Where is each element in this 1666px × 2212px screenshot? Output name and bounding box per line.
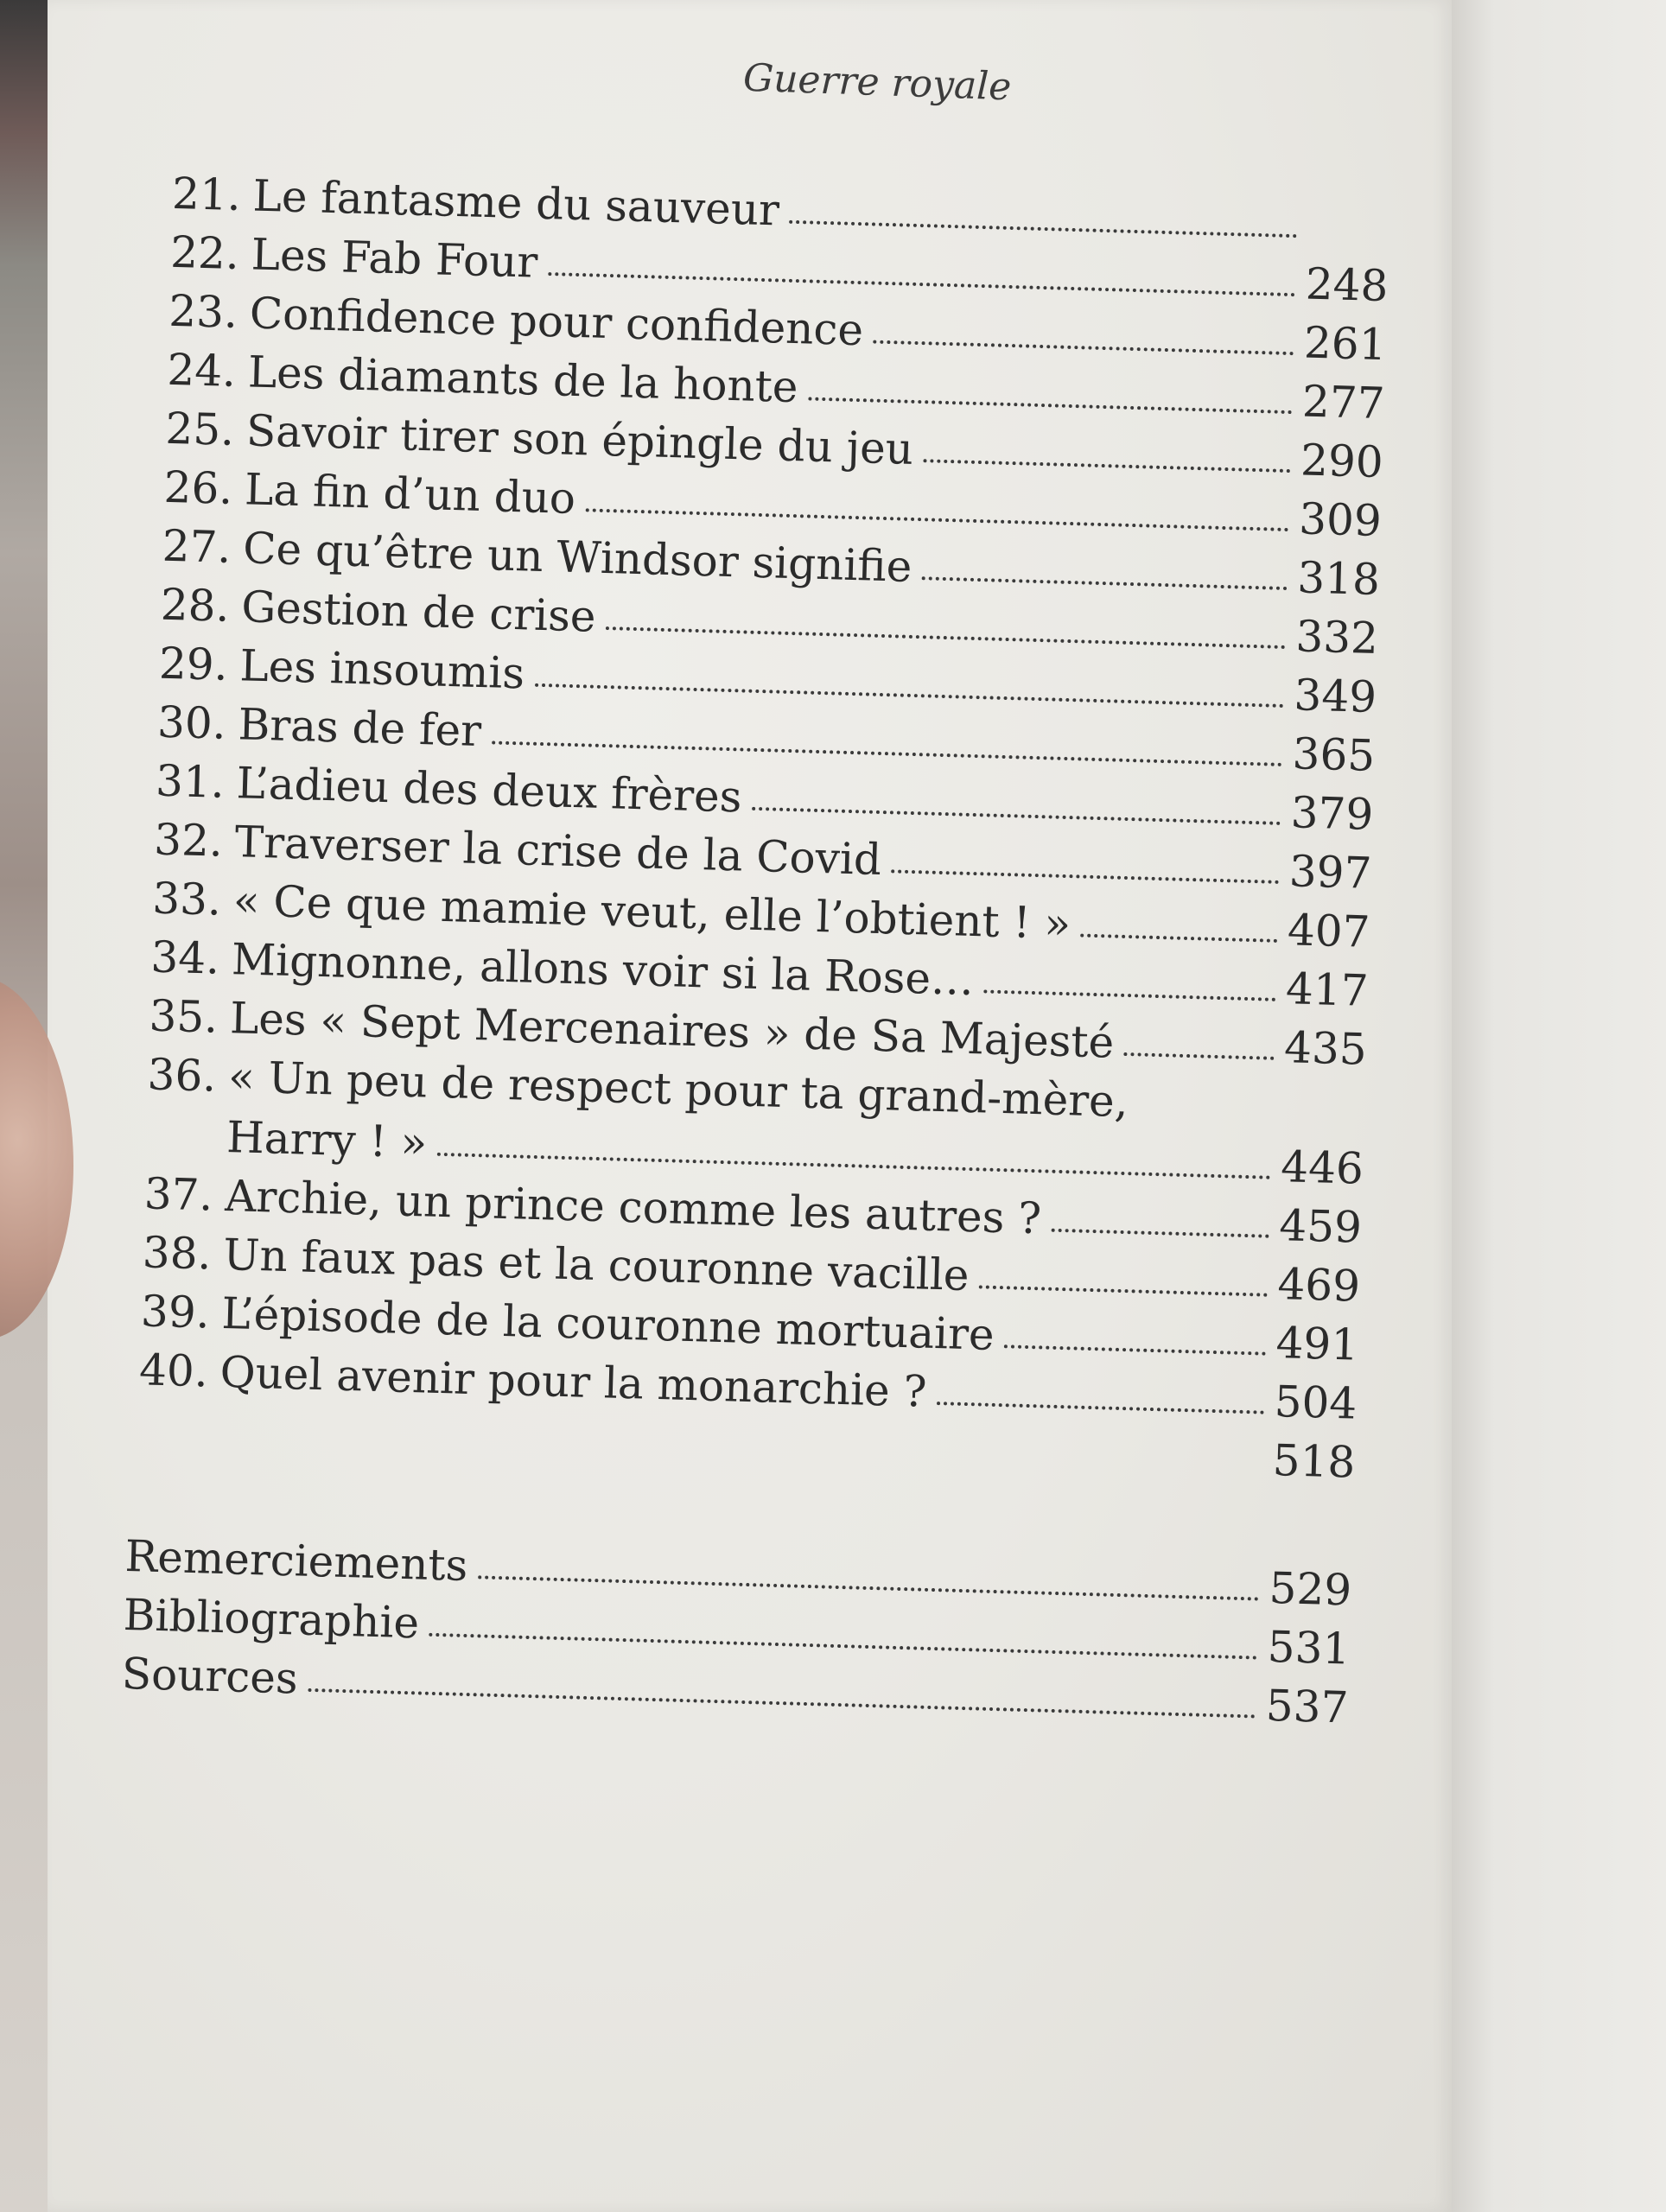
page-number: 529 xyxy=(1268,1562,1352,1616)
dot-leader xyxy=(984,989,1275,1001)
chapter-title: Le fantasme du sauveur xyxy=(251,170,780,236)
dot-leader xyxy=(1052,1229,1269,1238)
page-number: 504 xyxy=(1273,1376,1358,1429)
chapter-title-continued: Harry ! » xyxy=(226,1112,428,1168)
chapter-number: 29. xyxy=(158,638,229,690)
page-number: 518 xyxy=(1272,1434,1357,1488)
chapter-title: Gestion de crise xyxy=(240,582,597,642)
dot-leader xyxy=(924,459,1290,473)
chapter-number: 33. xyxy=(151,873,222,925)
page-number: 397 xyxy=(1288,846,1373,899)
dot-leader xyxy=(1124,1052,1274,1060)
dot-leader xyxy=(1081,934,1277,943)
chapter-number: 40. xyxy=(138,1344,209,1397)
chapter-title: Bras de fer xyxy=(237,699,482,757)
chapter-title: Confidence pour confidence xyxy=(249,288,864,356)
chapter-title: Traverser la crise de la Covid xyxy=(234,817,882,886)
page-number: 318 xyxy=(1296,552,1381,606)
chapter-number: 21. xyxy=(171,168,242,221)
chapter-title: La fin d’un duo xyxy=(244,464,576,524)
dot-leader xyxy=(979,1285,1267,1296)
chapter-number: 38. xyxy=(142,1227,213,1280)
chapter-title: Un faux pas et la couronne vacille xyxy=(222,1229,970,1301)
chapter-number: 26. xyxy=(162,461,234,514)
page-number: 309 xyxy=(1298,493,1383,547)
chapter-title: « Un peu de respect pour ta grand-mère, xyxy=(227,1052,1129,1128)
page-number: 365 xyxy=(1291,728,1376,781)
page-number: 379 xyxy=(1290,787,1375,840)
page-number: 435 xyxy=(1283,1022,1368,1075)
page-number: 459 xyxy=(1278,1200,1363,1253)
page-number: 469 xyxy=(1276,1259,1361,1312)
chapter-title: Archie, un prince comme les autres ? xyxy=(224,1171,1042,1244)
running-header: Guerre royale xyxy=(742,55,1013,110)
page-number: 417 xyxy=(1285,963,1370,1016)
chapter-number: 35. xyxy=(148,990,219,1043)
page-number: 349 xyxy=(1293,670,1377,722)
facing-page-edge xyxy=(1452,0,1666,2212)
dot-leader xyxy=(1004,1344,1265,1355)
dot-leader xyxy=(937,1402,1263,1414)
chapter-title: Savoir tirer son épingle du jeu xyxy=(245,405,914,474)
page-number: 531 xyxy=(1267,1621,1351,1675)
dot-leader xyxy=(874,340,1294,356)
back-matter-title: Sources xyxy=(121,1648,299,1704)
page-number: 261 xyxy=(1303,317,1388,371)
dot-leader xyxy=(892,869,1279,884)
chapter-number: 22. xyxy=(169,226,240,280)
page-number: 407 xyxy=(1287,905,1371,957)
chapter-number: 27. xyxy=(162,520,232,573)
page-number: 491 xyxy=(1275,1318,1359,1370)
chapter-title: Les diamants de la honte xyxy=(247,346,799,413)
chapter-title: Quel avenir pour la monarchie ? xyxy=(219,1346,928,1417)
page-number: 248 xyxy=(1305,258,1389,312)
page-number: 277 xyxy=(1301,376,1386,429)
back-matter-title: Remerciements xyxy=(124,1530,469,1591)
chapter-title: « Ce que mamie veut, elle l’obtient ! » xyxy=(232,875,1071,950)
chapter-title: Les insoumis xyxy=(238,640,525,699)
chapter-title: Les Fab Four xyxy=(251,229,539,288)
chapter-number: 39. xyxy=(140,1286,211,1338)
chapter-number: 23. xyxy=(168,285,238,338)
chapter-number: 30. xyxy=(156,696,227,749)
chapter-title: Mignonne, allons voir si la Rose… xyxy=(231,934,975,1006)
chapter-title: Les « Sept Mercenaires » de Sa Majesté xyxy=(229,993,1115,1068)
back-matter-title: Bibliographie xyxy=(123,1589,420,1649)
page-number: 537 xyxy=(1265,1680,1350,1733)
chapter-number: 25. xyxy=(164,403,235,455)
chapter-number: 31. xyxy=(155,755,226,808)
page-number: 332 xyxy=(1294,611,1379,664)
chapter-title: Ce qu’être un Windsor signifie xyxy=(242,523,913,592)
table-of-contents xyxy=(104,156,1390,1733)
chapter-number: 24. xyxy=(166,344,237,397)
page-number: 446 xyxy=(1280,1141,1364,1194)
dot-leader xyxy=(922,576,1287,590)
chapter-number: 36. xyxy=(146,1049,218,1102)
page-number: 290 xyxy=(1300,435,1384,488)
chapter-number: 32. xyxy=(153,814,224,867)
chapter-number: 37. xyxy=(143,1168,214,1221)
chapter-number: 34. xyxy=(149,931,220,984)
chapter-title: L’épisode de la couronne mortuaire xyxy=(220,1287,995,1360)
chapter-number: 28. xyxy=(160,579,231,632)
chapter-title: L’adieu des deux frères xyxy=(235,758,743,823)
